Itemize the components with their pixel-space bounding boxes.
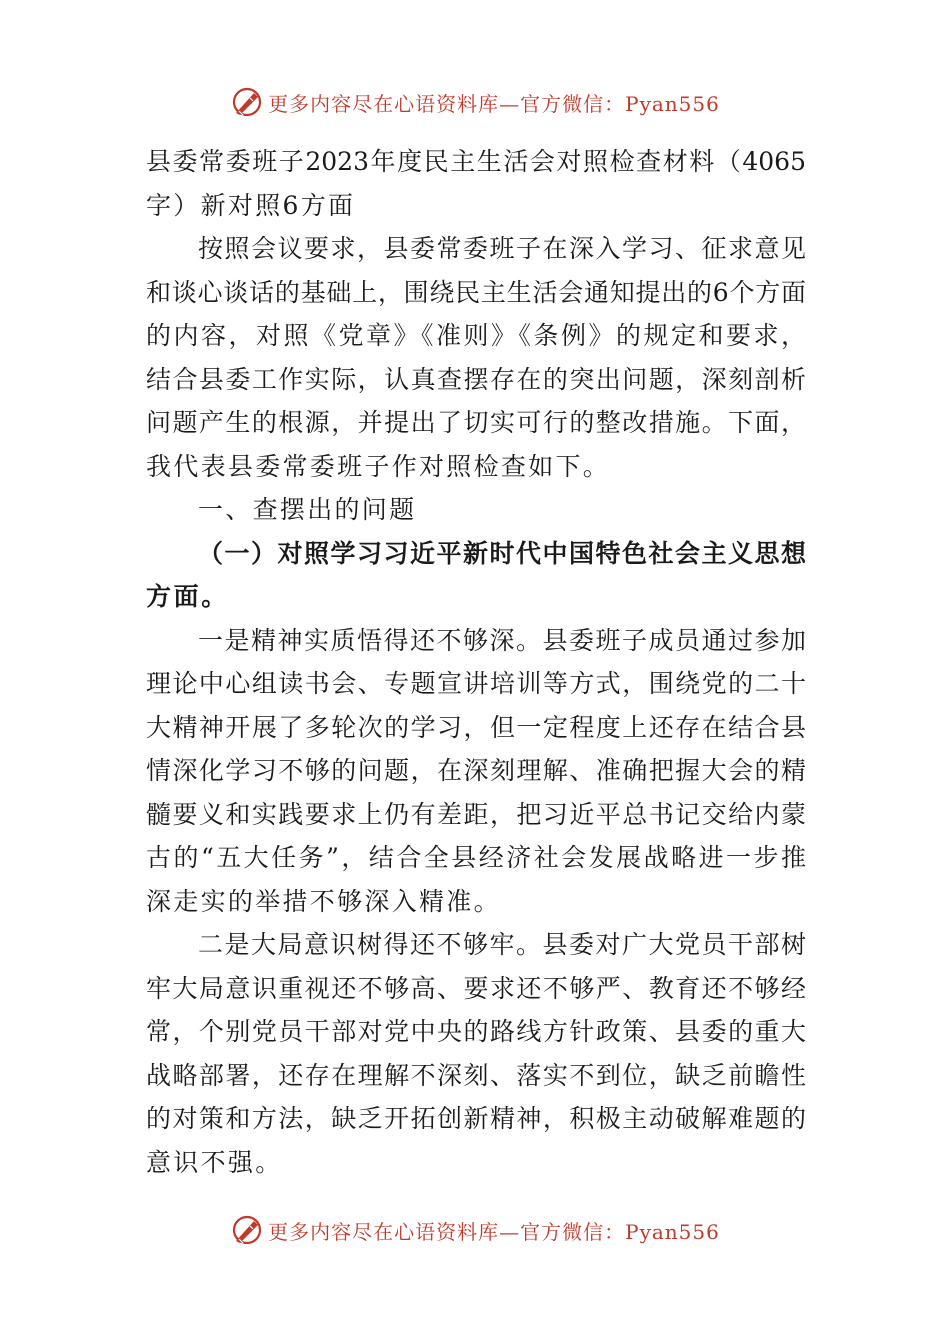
paragraph-line: 一是精神实质悟得还不够深。县委班子成员通过参加 bbox=[198, 625, 806, 655]
watermark-text: 更多内容尽在心语资料库—官方微信：Pyan556 bbox=[268, 1219, 720, 1244]
paragraph-line: 大精神开展了多轮次的学习，但一定程度上还存在结合县 bbox=[146, 712, 806, 742]
paragraph-line: 县委常委班子2023年度民主生活会对照检查材料（4065 bbox=[146, 147, 806, 176]
paragraph-line: 问题产生的根源，并提出了切实可行的整改措施。下面， bbox=[146, 408, 806, 437]
paragraph-line: 情深化学习不够的问题，在深刻理解、准确把握大会的精 bbox=[146, 756, 806, 785]
header-watermark bbox=[0, 82, 950, 122]
paragraph-line: 我代表县委常委班子作对照检查如下。 bbox=[146, 451, 611, 481]
paragraph-line: 常，个别党员干部对党中央的路线方针政策、县委的重大 bbox=[146, 1017, 806, 1046]
document-body bbox=[146, 140, 806, 1184]
paragraph-line: 一、查摆出的问题 bbox=[198, 495, 417, 524]
paragraph-line: 深走实的举措不够深入精准。 bbox=[146, 886, 501, 916]
paragraph-line: 意识不强。 bbox=[146, 1147, 283, 1177]
section-heading-line: （一）对照学习习近平新时代中国特色社会主义思想 bbox=[198, 538, 806, 568]
footer-watermark bbox=[0, 1210, 950, 1250]
paragraph-line: 按照会议要求，县委常委班子在深入学习、征求意见 bbox=[198, 234, 806, 263]
watermark-text: 更多内容尽在心语资料库—官方微信：Pyan556 bbox=[268, 91, 720, 116]
paragraph-line: 结合县委工作实际，认真查摆存在的突出问题，深刻剖析 bbox=[146, 364, 806, 394]
pen-logo-icon bbox=[230, 1213, 264, 1247]
paragraph-line: 字）新对照6方面 bbox=[146, 190, 356, 220]
paragraph-line: 的内容，对照《党章》《准则》《条例》的规定和要求， bbox=[146, 321, 806, 350]
paragraph-line: 和谈心谈话的基础上，围绕民主生活会通知提出的6个方面 bbox=[146, 277, 806, 307]
paragraph-line: 二是大局意识树得还不够牢。县委对广大党员干部树 bbox=[198, 930, 806, 959]
paragraph-line: 古的“五大任务”，结合全县经济社会发展战略进一步推 bbox=[146, 843, 806, 872]
paragraph-line: 髓要义和实践要求上仍有差距，把习近平总书记交给内蒙 bbox=[146, 799, 806, 829]
section-heading-line: 方面。 bbox=[146, 582, 229, 611]
paragraph-line: 战略部署，还存在理解不深刻、落实不到位，缺乏前瞻性 bbox=[146, 1060, 806, 1090]
paragraph-line: 牢大局意识重视还不够高、要求还不够严、教育还不够经 bbox=[146, 973, 806, 1003]
paragraph-line: 的对策和方法，缺乏开拓创新精神，积极主动破解难题的 bbox=[146, 1104, 806, 1133]
pen-logo-icon bbox=[230, 85, 264, 119]
paragraph-line: 理论中心组读书会、专题宣讲培训等方式，围绕党的二十 bbox=[146, 669, 806, 698]
